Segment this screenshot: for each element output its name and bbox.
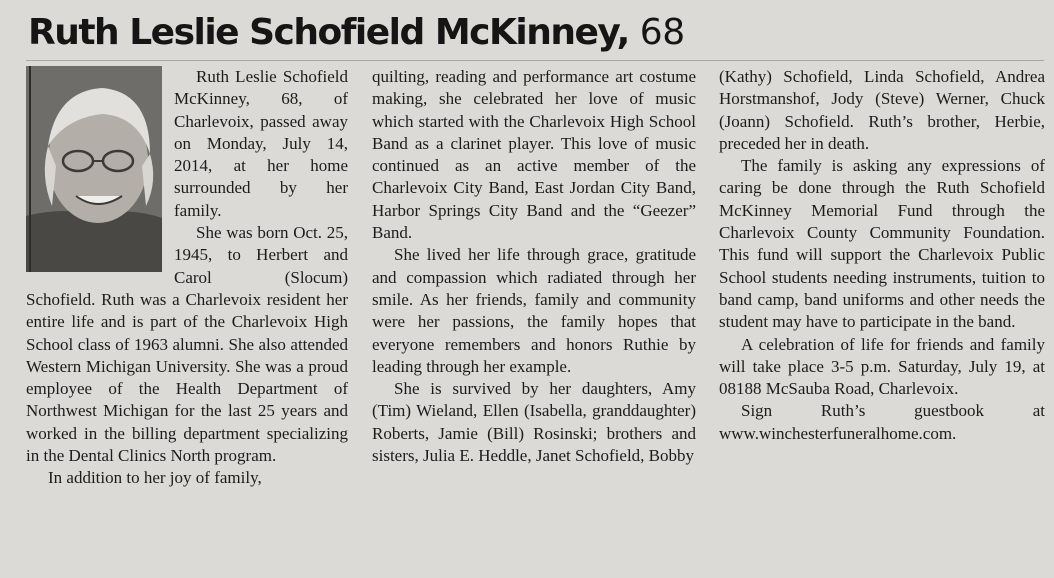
headline-age: 68 [639,12,685,53]
paragraph: Ruth Leslie Schofield McKinney, 68, of Charlevoix, passed away on Monday, July 14, 2014, at her home surrounded by her family. [174,67,348,220]
paragraph: She lived her life through grace, gratitude and compassion which radiated through her smile. As her friends, family and community were her passions, the family hopes that everyone remembers and honors Ruthie by leading through her example. [372,245,696,376]
column-2 [372,66,696,572]
headline-name: Ruth Leslie Schofield McKinney, [28,12,629,53]
obituary-headline [28,8,685,58]
paragraph: (Kathy) Schofield, Linda Schofield, Andrea Horstmanshof, Jody (Steve) Werner, Chuck (Joann) Schofield. Ruth’s brother, Herbie, preceded her in death. [719,67,1045,153]
paragraph: Sign Ruth’s guestbook at www.winchesterfuneralhome.com. [719,401,1045,443]
column-1 [26,66,348,572]
headline-rule [26,60,1044,61]
paragraph: A celebration of life for friends and family will take place 3-5 p.m. Saturday, July 19, at 08188 McSauba Road, Charlevoix. [719,334,1045,399]
paragraph: In addition to her joy of family, [48,468,262,488]
paragraph: The family is asking any expressions of caring be done through the Ruth Schofield McKinney Memorial Fund through the Charlevoix County Community Foundation. This fund will support the Charlevoix Public School students needing instruments, tuition to band camp, band uniforms and other needs the student may have to participate in the band. [719,156,1045,332]
paragraph: quilting, reading and performance art costume making, she celebrated her love of music which started with the Charlevoix High School Band as a clarinet player. This love of music continued as an active member of the Charlevoix City Band, East Jordan City Band, Harbor Springs City Band and the “Geezer” Band. [372,67,696,243]
column-3 [719,66,1045,572]
portrait-image [26,66,162,272]
paragraph: She was born Oct. 25, 1945, to Herbert and Carol (Slocum) Schofield. Ruth was a Charlevoix resident her entire life and is part of the Charlevoix High School class of 1963 alumni. She also attended Western Michigan University. She was a proud employee of the Health Department of Northwest Michigan for the last 25 years and worked in the billing department specializing in the Dental Clinics North program. [26,223,348,466]
portrait-photo [26,66,162,272]
paragraph: She is survived by her daughters, Amy (Tim) Wieland, Ellen (Isabella, granddaughter) Roberts, Jamie (Bill) Rosinski; brothers and sisters, Julia E. Heddle, Janet Schofield, Bobby [372,379,696,466]
